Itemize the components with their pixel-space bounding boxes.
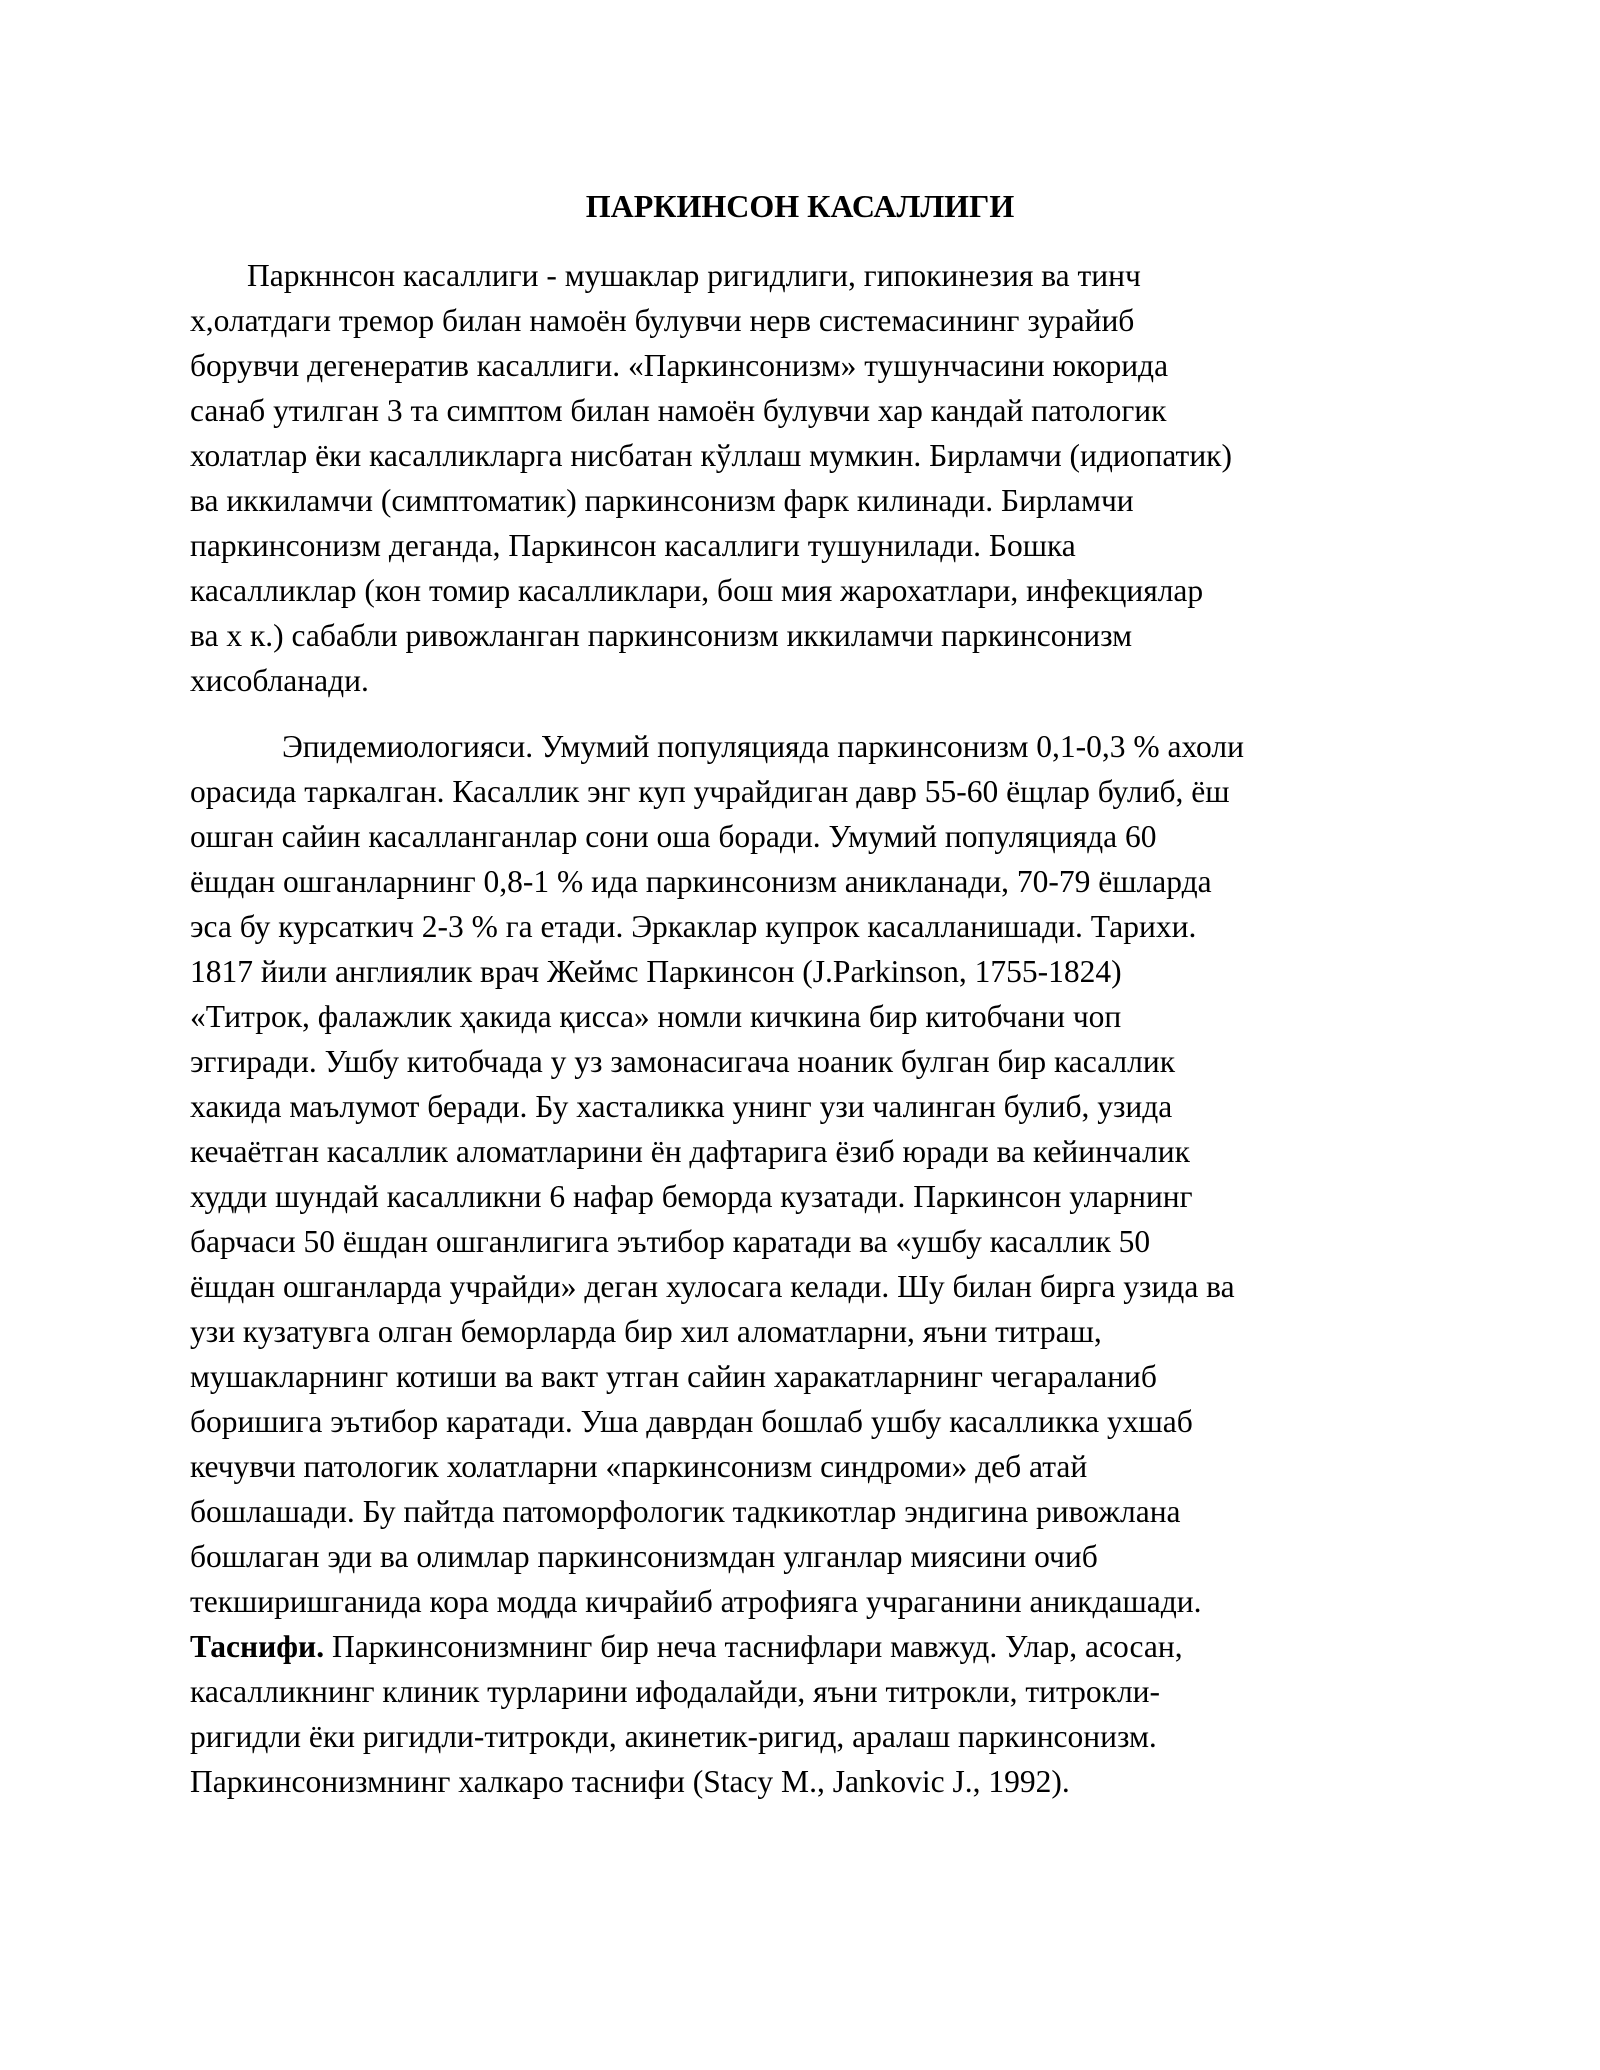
page-title: ПАРКИНСОН КАСАЛЛИГИ	[585, 188, 1015, 224]
text-line	[190, 1627, 1183, 1667]
text-line: паркинсонизм деганда, Паркинсон касаллиги тушунилади. Бошка	[190, 528, 1076, 563]
text-line: текширишганида кора модда кичрайиб атрофияга учраганини аникдашади.	[190, 1584, 1202, 1619]
text-line: Эпидемиологияси. Умумий популяцияда паркинсонизм 0,1-0,3 % ахоли	[282, 729, 1244, 764]
text-line: холатлар ёки касалликларга нисбатан кўллаш мумкин. Бирламчи (идиопатик)	[190, 438, 1232, 473]
text-line: хисобланади.	[190, 663, 369, 698]
text-line: боришига эътибор каратади. Уша даврдан бошлаб ушбу касалликка ухшаб	[190, 1404, 1193, 1439]
text-line: эггиради. Ушбу китобчада у уз замонасигача ноаник булган бир касаллик	[190, 1044, 1176, 1079]
text-line: санаб утилган 3 та симптом билан намоён булувчи хар кандай патологик	[190, 393, 1167, 428]
text-line: 1817 йили англиялик врач Жеймс Паркинсон (J.Parkinson, 1755-1824)	[190, 954, 1122, 989]
text-line: кечаётган касаллик аломатларини ён дафтарига ёзиб юради ва кейинчалик	[190, 1134, 1190, 1169]
classification-heading: Таснифи.	[190, 1629, 325, 1664]
text-line: мушакларнинг котиши ва вакт утган сайин харакатларнинг чегараланиб	[190, 1359, 1157, 1394]
text-line: ва х к.) сабабли ривожланган паркинсонизм иккиламчи паркинсонизм	[190, 618, 1133, 653]
text-line: ёшдан ошганларда учрайди» деган хулосага келади. Шу билан бирга узида ва	[190, 1269, 1235, 1304]
text-line: касалликнинг клиник турларини ифодалайди, яъни титрокли, титрокли-	[190, 1674, 1161, 1709]
text-line: ва иккиламчи (симптоматик) паркинсонизм фарк килинади. Бирламчи	[190, 483, 1134, 518]
text-line: бошлаган эди ва олимлар паркинсонизмдан улганлар миясини очиб	[190, 1539, 1098, 1574]
text-line: «Титрок, фалажлик ҳакида қисса» номли кичкина бир китобчани чоп	[190, 999, 1122, 1034]
text-line: Паркннсон касаллиги - мушаклар ригидлиги, гипокинезия ва тинч	[247, 258, 1141, 293]
text-line: х,олатдаги тремор билан намоён булувчи нерв системасининг зурайиб	[190, 303, 1135, 338]
text-line: Паркинсонизмнинг халкаро таснифи (Stacy M., Jankovic J., 1992).	[190, 1764, 1070, 1799]
text-line: бошлашади. Бу пайтда патоморфологик тадкикотлар эндигина ривожлана	[190, 1494, 1181, 1529]
text-line: касалликлар (кон томир касалликлари, бош мия жарохатлари, инфекциялар	[190, 573, 1204, 608]
text-line: худди шундай касалликни 6 нафар беморда кузатади. Паркинсон уларнинг	[190, 1179, 1193, 1214]
text-line: кечувчи патологик холатларни «паркинсонизм синдроми» деб атай	[190, 1449, 1088, 1484]
text-line: барчаси 50 ёшдан ошганлигига эътибор каратади ва «ушбу касаллик 50	[190, 1224, 1151, 1259]
classification-intro: Паркинсонизмнинг бир неча таснифлари мавжуд. Улар, асосан,	[324, 1629, 1183, 1664]
text-line: орасида таркалган. Касаллик энг куп учрайдиган давр 55-60 ёщлар булиб, ёш	[190, 774, 1230, 809]
text-line: ёшдан ошганларнинг 0,8-1 % ида паркинсонизм аникланади, 70-79 ёшларда	[190, 864, 1212, 899]
text-line: борувчи дегенератив касаллиги. «Паркинсонизм» тушунчасини юкорида	[190, 348, 1169, 383]
text-line: ригидли ёки ригидли-титрокди, акинетик-ригид, аралаш паркинсонизм.	[190, 1719, 1157, 1754]
text-line: эса бу курсаткич 2-3 % га етади. Эркаклар купрок касалланишади. Тарихи.	[190, 909, 1197, 944]
text-line: ошган сайин касалланганлар сони оша боради. Умумий популяцияда 60	[190, 819, 1157, 854]
text-line: хакида маълумот беради. Бу хасталикка унинг узи чалинган булиб, узида	[190, 1089, 1173, 1124]
text-line: узи кузатувга олган беморларда бир хил аломатларни, яъни титраш,	[190, 1314, 1102, 1349]
